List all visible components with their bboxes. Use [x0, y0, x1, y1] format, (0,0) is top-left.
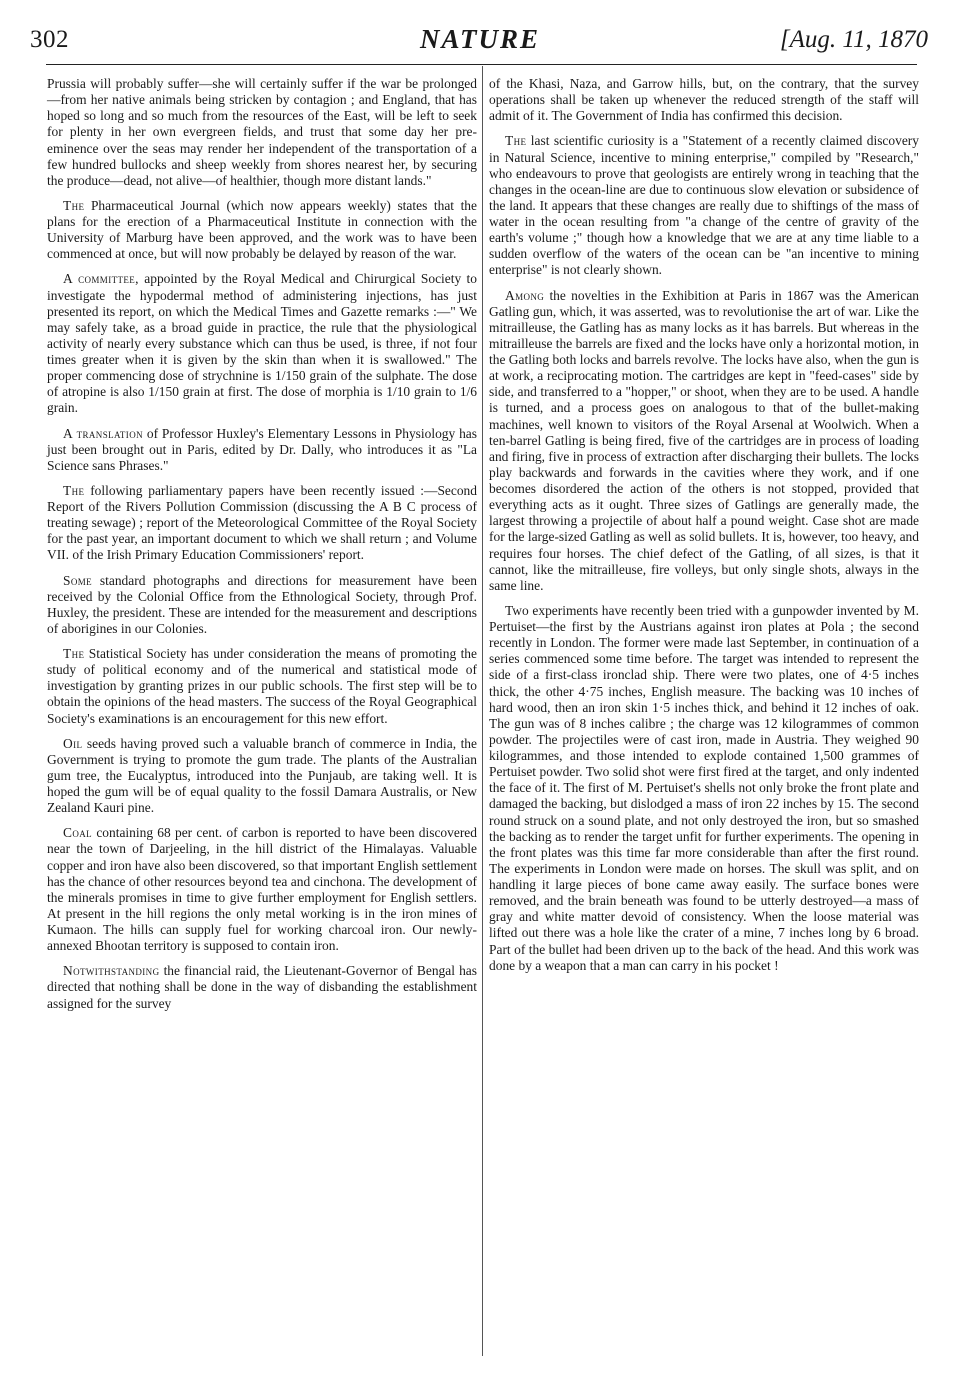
- journal-title: NATURE: [419, 24, 541, 54]
- paragraph: Some standard photographs and directions for measurement have been received by the Colonial Office from the Ethnological Society, through Prof. Huxley, the president. These are intended for the measurement and descriptions of aborigines in our Colonies.: [47, 572, 477, 636]
- issue-date: [Aug. 11, 1870: [779, 26, 928, 53]
- page-number: 302: [30, 26, 69, 53]
- paragraph: The Pharmaceutical Journal (which now appears weekly) states that the plans for the erection of a Pharmaceutical Institute in connection with the University of Marburg have been approved, and the work was to have been commenced at once, but will now probably be delayed by reason of the war.: [47, 197, 477, 262]
- page-header: [30, 22, 930, 62]
- paragraph: The following parliamentary papers have been recently issued :—Second Report of the Rivers Pollution Commission (discussing the A B C process of treating sewage) ; report of the Meteorological Committee of the Royal Society for the past year, an important document to which we shall return ; and Volume VII. of the Irish Primary Education Commissioners' report.: [47, 482, 477, 563]
- paragraph: Two experiments have recently been tried with a gunpowder invented by M. Pertuiset—the first by the Austrians against iron plates at Pola ; the second recently in London. The former were made last September, in continuation of a series commenced some time before. The target was intended to represent the side of a first-class ironclad ship. There were two plates, one of 4·5 inches thick, the other 4·75 inches, English measure. The backing was 10 inches of hard wood, then an iron skin 1·5 inches thick, and behind it 12 inches of oak. The gun was of 8 inches calibre ; the charge was 12 kilogrammes of common powder. The projectiles were of cast iron, made in Austria. They weighed 90 kilogrammes, and those intended to explode contained 1,500 grammes of Pertuiset powder. Two solid shot were first fired at the target, and only indented the face of it. The first of M. Pertuiset's shells not only broke the front plate and damaged the backing, but dislodged a mass of iron 22 inches by 15. The second round struck on a sound plate, and not only destroyed the iron, but so smashed the backing as to render the target unfit for further experiments. The opening in the front plates was this time far more considerable than after the first round. The experiments in London were made on horses. The skull was split, and on handling it large pieces of bone came away easily. The surface bones were removed, and the brain beneath was found to be utterly destroyed—a mass of gray and white matter devoid of consistency. When the loose material was lifted out there was a hole like the crater of a mine, 7 inches long by 6 broad. Part of the bullet had been driven up to the back of the head. And this work was done by a weapon that a man can carry in his pocket !: [489, 602, 919, 973]
- paragraph: The Statistical Society has under consideration the means of promoting the study of political economy and of the numerical and statistical mode of investigation by granting prizes in our public schools. The first step will be to obtain the opinions of the head masters. The success of the Royal Geographical Society's examinations is an encouragement for this new effort.: [47, 646, 477, 726]
- column-divider: [482, 66, 483, 1356]
- paragraph: Among the novelties in the Exhibition at Paris in 1867 was the American Gatling gun, which, it was asserted, was to revolutionise the art of war. Like the mitrailleuse, the Gatling has as many locks as it has barrels. But whereas in the mitrailleuse the barrels are fixed and the locks have only a horizontal motion, in the Gatling both locks and barrels revolve. The locks have also, when the gun is at work, a reciprocating motion. The cartridges are kept in "feed-cases" side by side, and transferred to a "hopper," or shoot, when they are to be used. A handle is turned, and a process goes on analogous to that of the bullet-making machines, well known to visitors of the Royal Arsenal at Woolwich. When a ten-barrel Gatling is being fired, five of the cartridges are in process of loading and firing, five in process of extraction after discharging their bullets. The locks play backwards and forwards in the cavities where they work, and if one becomes disordered the action of the others is not stopped, provided that everything acts as it ought. Three sizes of Gatlings are generally made, the largest throwing a projectile of about half a pound weight. Case shot are made for the large-sized Gatling as well as solid bullets. It is, however, too heavy, and requires four horses. The chief defect of the Gatling, of all sizes, is that it cannot, like the mitrailleuse, fire volleys, but only single shots, always in the same line.: [489, 287, 919, 593]
- header-rule: [46, 64, 917, 65]
- left-column: [47, 76, 477, 1021]
- paragraph: of the Khasi, Naza, and Garrow hills, but, on the contrary, that the survey operations shall be taken up whenever the reduced strength of the staff will admit of it. The Government of India has confirmed this decision.: [489, 76, 919, 124]
- right-column: [489, 76, 919, 983]
- paragraph: Notwithstanding the financial raid, the Lieutenant-Governor of Bengal has directed that nothing shall be done in the way of disbanding the establishment assigned for the survey: [47, 963, 477, 1011]
- paragraph: A committee, appointed by the Royal Medical and Chirurgical Society to investigate the hypodermal method of administering injections, has just presented its report, on which the Medical Times and Gazette remarks :—" We may safely take, as a broad guide in practice, the rule that the physiological activity of nearly every substance which can thus be used, is three, if not four times greater when it is given by the skin than when it is swallowed." The proper commencing dose of strychnine is 1/150 grain of the sulphate. The dose of atropine is also 1/150 grain at first. The dose of morphia is 1/10 grain to 1/6 grain.: [47, 271, 477, 416]
- paragraph: The last scientific curiosity is a "Statement of a recently claimed discovery in Natural Science, incentive to mining enterprise," compiled by "Research," who endeavours to prove that geologists are entirely wrong in teaching that the changes in the ocean-line are due to continuous slow elevation or subsidence of the land. It appears that these changes are really due to shiftings of the mass of water in the ocean resulting from "a change of the centre of gravity of the earth's volume ;" though how a knowledge that we are at any time liable to a sudden overflow of the waters of the ocean can be "an incentive to mining enterprise" is not clearly shown.: [489, 133, 919, 278]
- paragraph: A translation of Professor Huxley's Elementary Lessons in Physiology has just been brought out in Paris, edited by Dr. Dally, who introduces it as "La Science sans Phrases.": [47, 425, 477, 473]
- paragraph: Oil seeds having proved such a valuable branch of commerce in India, the Government is trying to promote the gum trade. The plants of the Australian gum tree, the Eucalyptus, introduced into the Punjaub, are taking well. It is hoped the gum will be of equal quality to the fossil Damara Australis, or New Zealand Kauri pine.: [47, 735, 477, 816]
- paragraph: Coal containing 68 per cent. of carbon is reported to have been discovered near the town of Darjeeling, in the hill district of the Himalayas. Valuable copper and iron have also been discovered, so that important English settlement has the chance of other resources beyond tea and cinchona. The development of the minerals promises in time to give further employment for English settlers. At present in the hill regions the only metal working is in the iron mines of Kumaon. The hills can supply fuel for working charcoal iron. Our newly-annexed Bhootan territory is supposed to contain iron.: [47, 825, 477, 954]
- paragraph: Prussia will probably suffer—she will certainly suffer if the war be prolonged—from her native animals being stricken by contagion ; and England, that has hoped so long and so much from the resources of the East, will be left to seek for plenty in her own evergreen fields, and trust that some day her pre-eminence over the seas may render her independent of the transportation of a few hundred bullocks and sheep weekly from shores nearest her, by securing the produce—dead, not alive—of healthier, though more distant lands.": [47, 76, 477, 188]
